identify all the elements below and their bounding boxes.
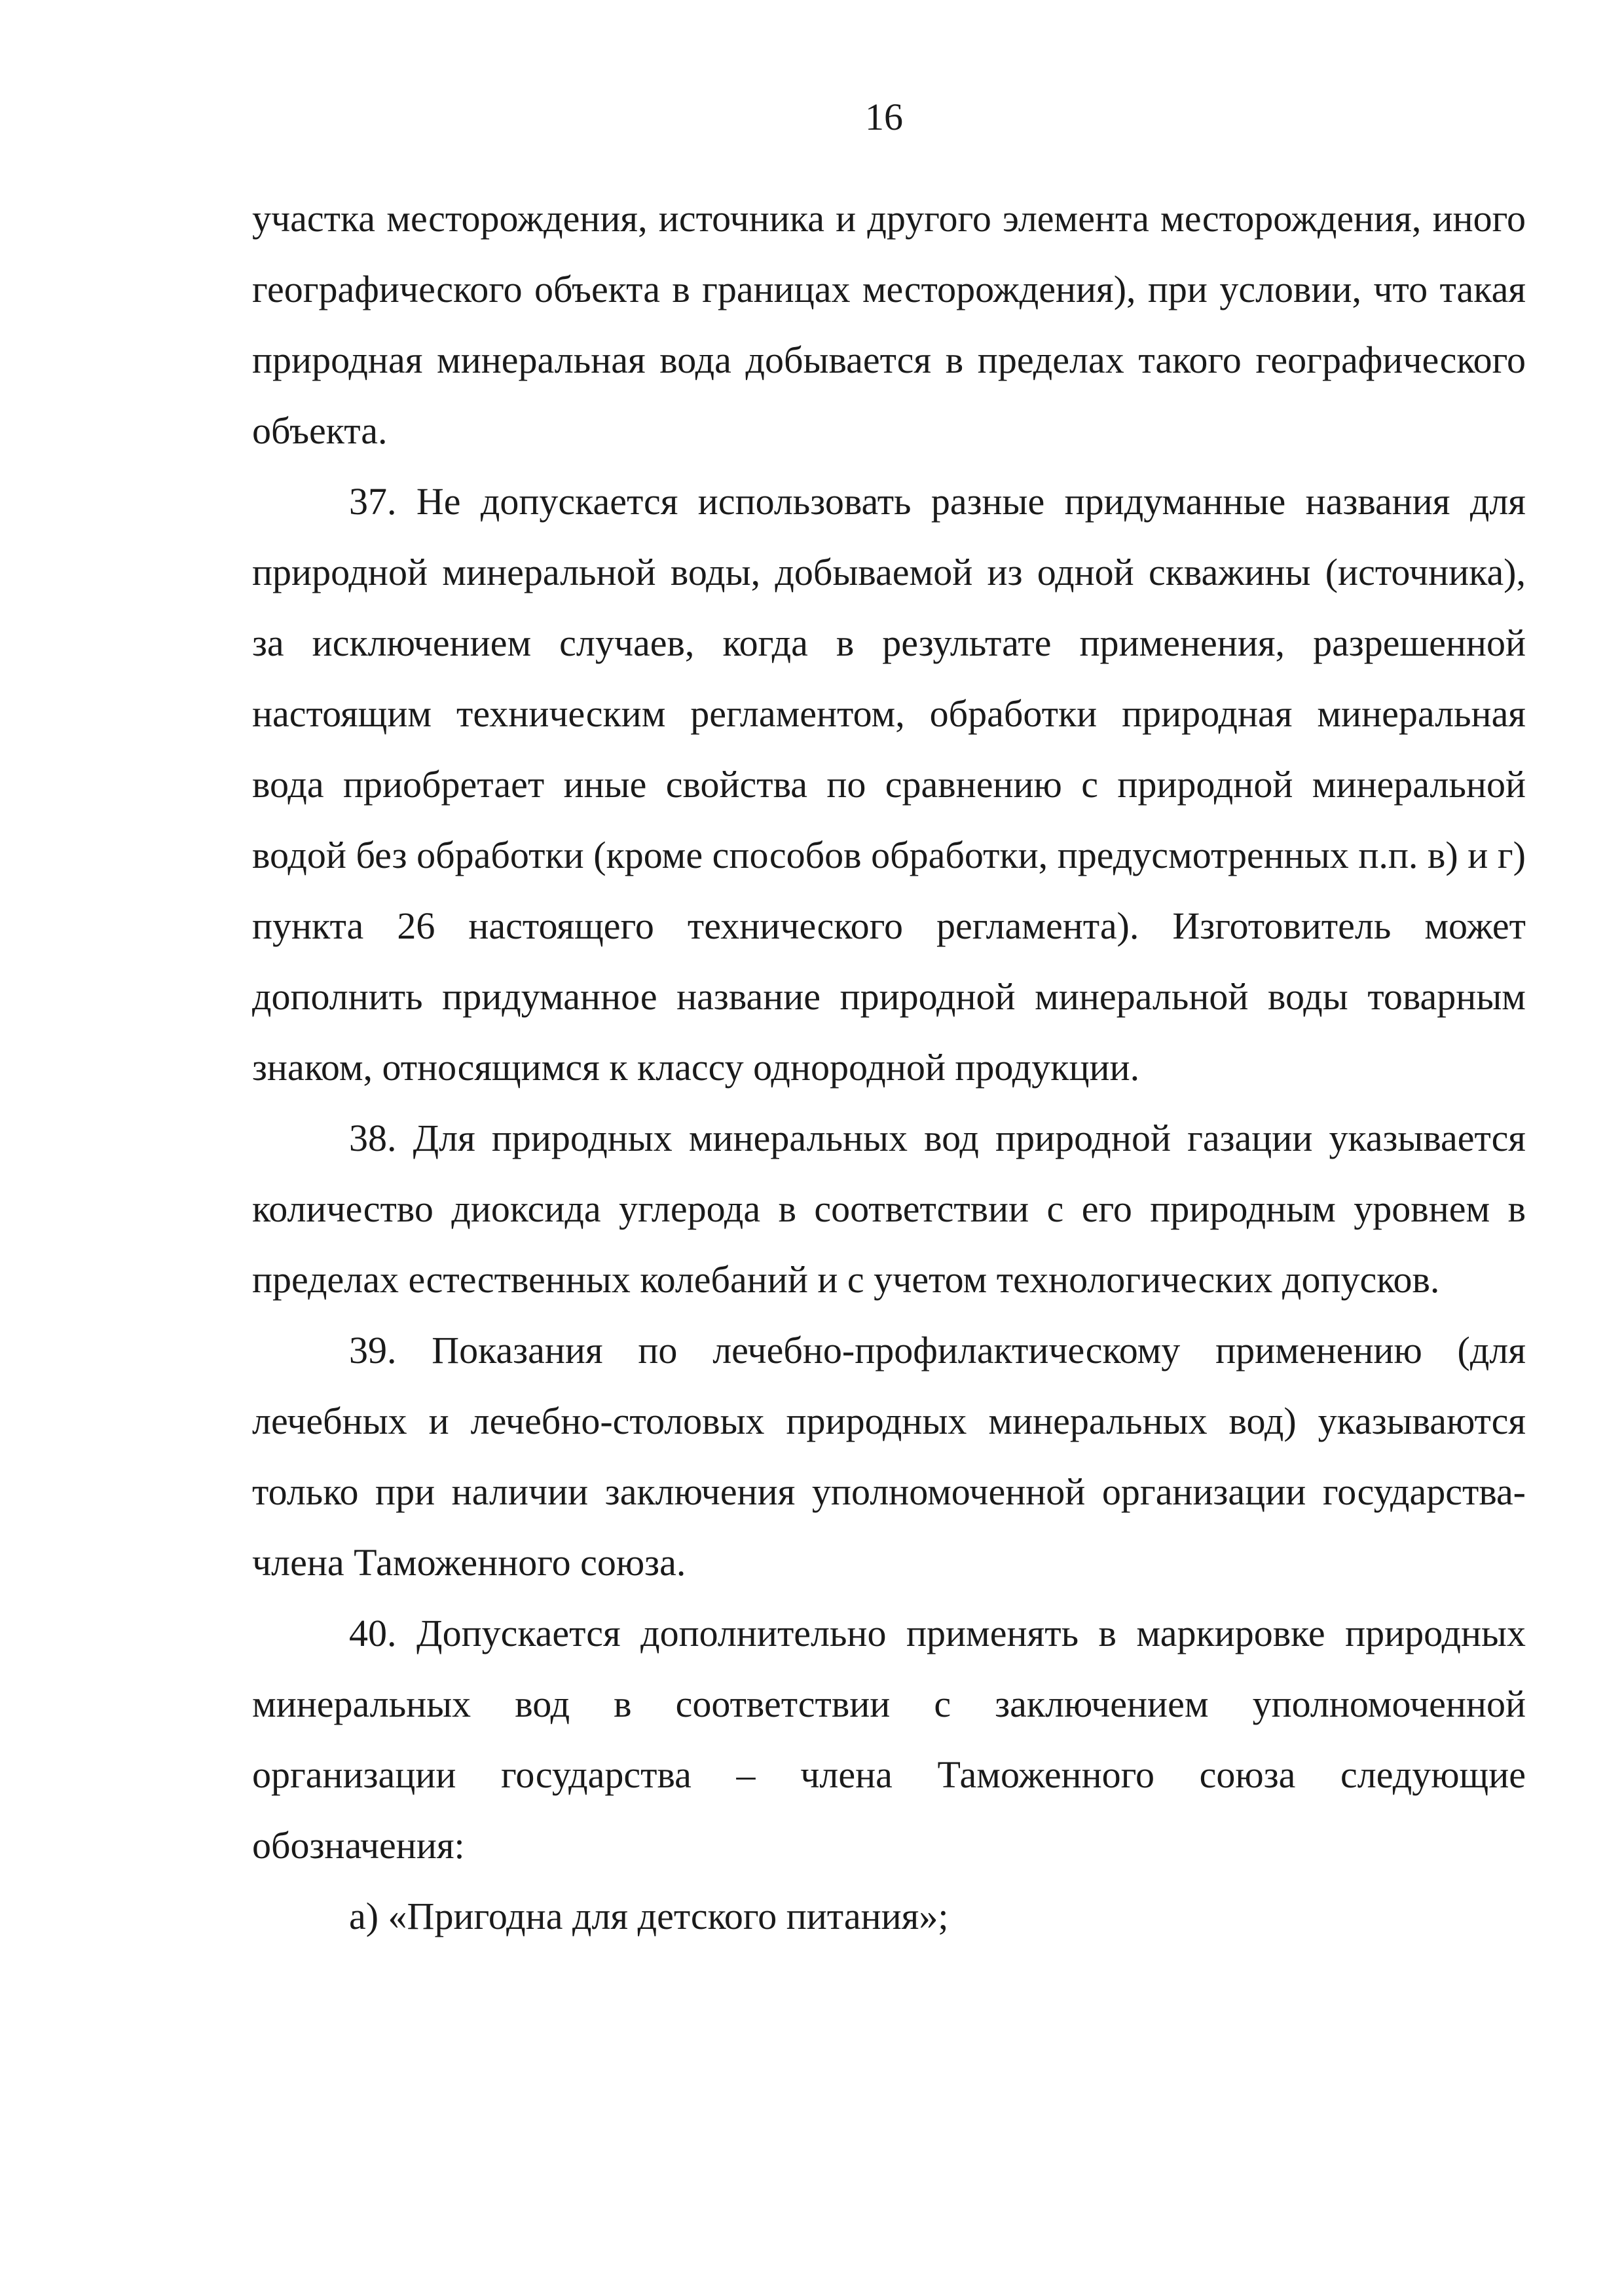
paragraph-40a: а) «Пригодна для детского питания»; [349, 1895, 949, 1937]
paragraph-40: 40. Допускается дополнительно применять в маркировке природных минеральных вод в соответствии с заключением уполномоченной организации государства – члена Таможенного союза следующие обозначения: [252, 1612, 1526, 1867]
paragraph-37: 37. Не допускается использовать разные придуманные названия для природной минеральной воды, добываемой из одной скважины (источника), за исключением случаев, когда в результате применения, разрешенной настоящим техническим регламентом, обработки природная минеральная вода приобретает иные свойства по сравнению с природной минеральной водой без обработки (кроме способов обработки, предусмотренных п.п. в) и г) пункта 26 настоящего технического регламента). Изготовитель может дополнить придуманное название природной минеральной воды товарным знаком, относящимся к классу однородной продукции. [252, 480, 1526, 1089]
body-text [252, 183, 1526, 1952]
page-number: 16 [865, 96, 903, 138]
paragraph-39: 39. Показания по лечебно-профилактическому применению (для лечебных и лечебно-столовых природных минеральных вод) указываются только при наличии заключения уполномоченной организации государства-члена Таможенного союза. [252, 1329, 1526, 1584]
paragraph-continuation: участка месторождения, источника и другого элемента месторождения, иного географического объекта в границах месторождения), при условии, что такая природная минеральная вода добывается в пределах такого географического объекта. [252, 197, 1526, 452]
paragraph-38: 38. Для природных минеральных вод природной газации указывается количество диоксида углерода в соответствии с его природным уровнем в пределах естественных колебаний и с учетом технологических допусков. [252, 1117, 1526, 1301]
